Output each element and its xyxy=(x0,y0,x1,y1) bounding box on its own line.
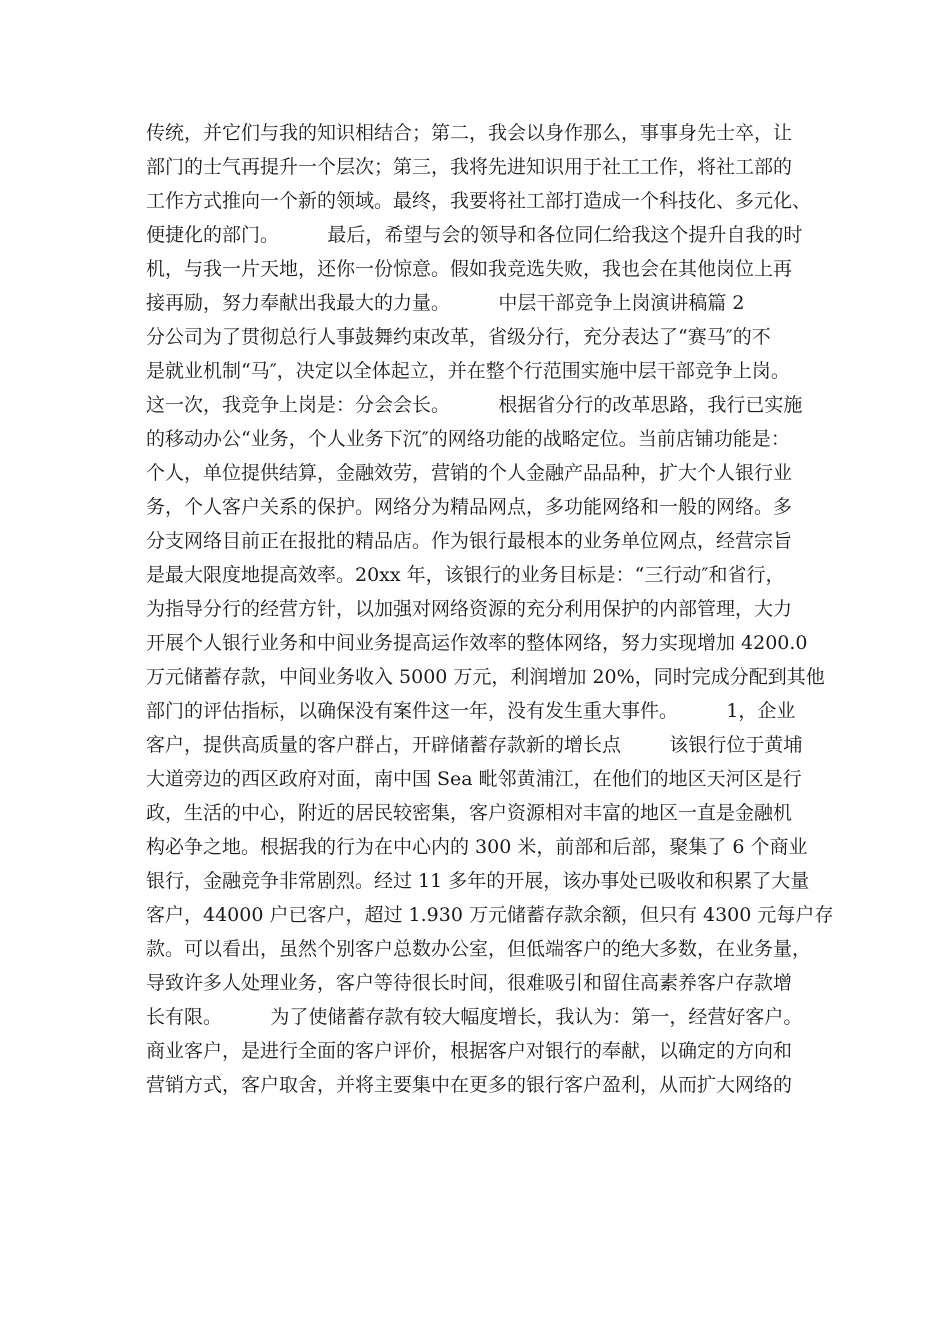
text-line: 客户，提供高质量的客户群占，开辟储蓄存款新的增长点 该银行位于黄埔 xyxy=(146,734,803,756)
text-line: 构必争之地。根据我的行为在中心内的 300 米，前部和后部，聚集了 6 个商业 xyxy=(146,836,808,858)
text-line: 是就业机制“马″，决定以全体起立，并在整个行范围实施中层干部竞争上岗。 xyxy=(146,360,790,382)
text-line: 款。可以看出，虽然个别客户总数办公室，但低端客户的绝大多数，在业务量， xyxy=(146,938,812,960)
text-line: 政，生活的中心，附近的居民较密集，客户资源相对丰富的地区一直是金融机 xyxy=(146,802,793,824)
text-line: 营销方式，客户取舍，并将主要集中在更多的银行客户盈利，从而扩大网络的 xyxy=(146,1074,793,1096)
text-line: 机，与我一片天地，还你一份惊意。假如我竞选失败，我也会在其他岗位上再 xyxy=(146,258,793,280)
text-line: 接再励，努力奉献出我最大的力量。 中层干部竞争上岗演讲稿篇 2 xyxy=(146,292,745,314)
text-line: 部门的评估指标，以确保没有案件这一年，没有发生重大事件。 1，企业 xyxy=(146,700,796,722)
text-line: 务，个人客户关系的保护。网络分为精品网点，多功能网络和一般的网络。多 xyxy=(146,496,793,518)
document-body xyxy=(146,116,834,1102)
text-line: 客户，44000 户已客户，超过 1.930 万元储蓄存款余额，但只有 4300 元每户存 xyxy=(146,904,834,926)
text-line: 工作方式推向一个新的领域。最终，我要将社工部打造成一个科技化、多元化、 xyxy=(146,190,812,212)
text-line: 为指导分行的经营方针，以加强对网络资源的充分利用保护的内部管理，大力 xyxy=(146,598,793,620)
text-line: 个人，单位提供结算，金融效劳，营销的个人金融产品品种，扩大个人银行业 xyxy=(146,462,793,484)
text-line: 长有限。 为了使储蓄存款有较大幅度增长，我认为：第一，经营好客户。 xyxy=(146,1006,803,1028)
text-line: 是最大限度地提高效率。20xx 年，该银行的业务目标是：“三行动″和省行， xyxy=(146,564,785,586)
text-line: 的移动办公“业务，个人业务下沉″的网络功能的战略定位。当前店铺功能是： xyxy=(146,428,790,450)
text-line: 银行，金融竞争非常剧烈。经过 11 多年的开展，该办事处已吸收和积累了大量 xyxy=(146,870,810,892)
text-line: 商业客户，是进行全面的客户评价，根据客户对银行的奉献，以确定的方向和 xyxy=(146,1040,793,1062)
text-line: 开展个人银行业务和中间业务提高运作效率的整体网络，努力实现增加 4200.0 xyxy=(146,632,808,654)
text-line: 分支网络目前正在报批的精品店。作为银行最根本的业务单位网点，经营宗旨 xyxy=(146,530,793,552)
text-line: 导致许多人处理业务，客户等待很长时间，很难吸引和留住高素养客户存款增 xyxy=(146,972,793,994)
text-line: 传统，并它们与我的知识相结合；第二，我会以身作那么，事事身先士卒，让 xyxy=(146,122,793,144)
text-line: 部门的士气再提升一个层次；第三，我将先进知识用于社工工作，将社工部的 xyxy=(146,156,793,178)
text-line: 分公司为了贯彻总行人事鼓舞约束改革，省级分行，充分表达了“赛马″的不 xyxy=(146,326,771,348)
text-line: 这一次，我竞争上岗是：分会会长。 根据省分行的改革思路，我行已实施 xyxy=(146,394,803,416)
text-line: 万元储蓄存款，中间业务收入 5000 万元，利润增加 20%，同时完成分配到其他 xyxy=(146,666,825,688)
text-line: 便捷化的部门。 最后，希望与会的领导和各位同仁给我这个提升自我的时 xyxy=(146,224,803,246)
text-line: 大道旁边的西区政府对面，南中国 Sea 毗邻黄浦江，在他们的地区天河区是行 xyxy=(146,768,802,790)
